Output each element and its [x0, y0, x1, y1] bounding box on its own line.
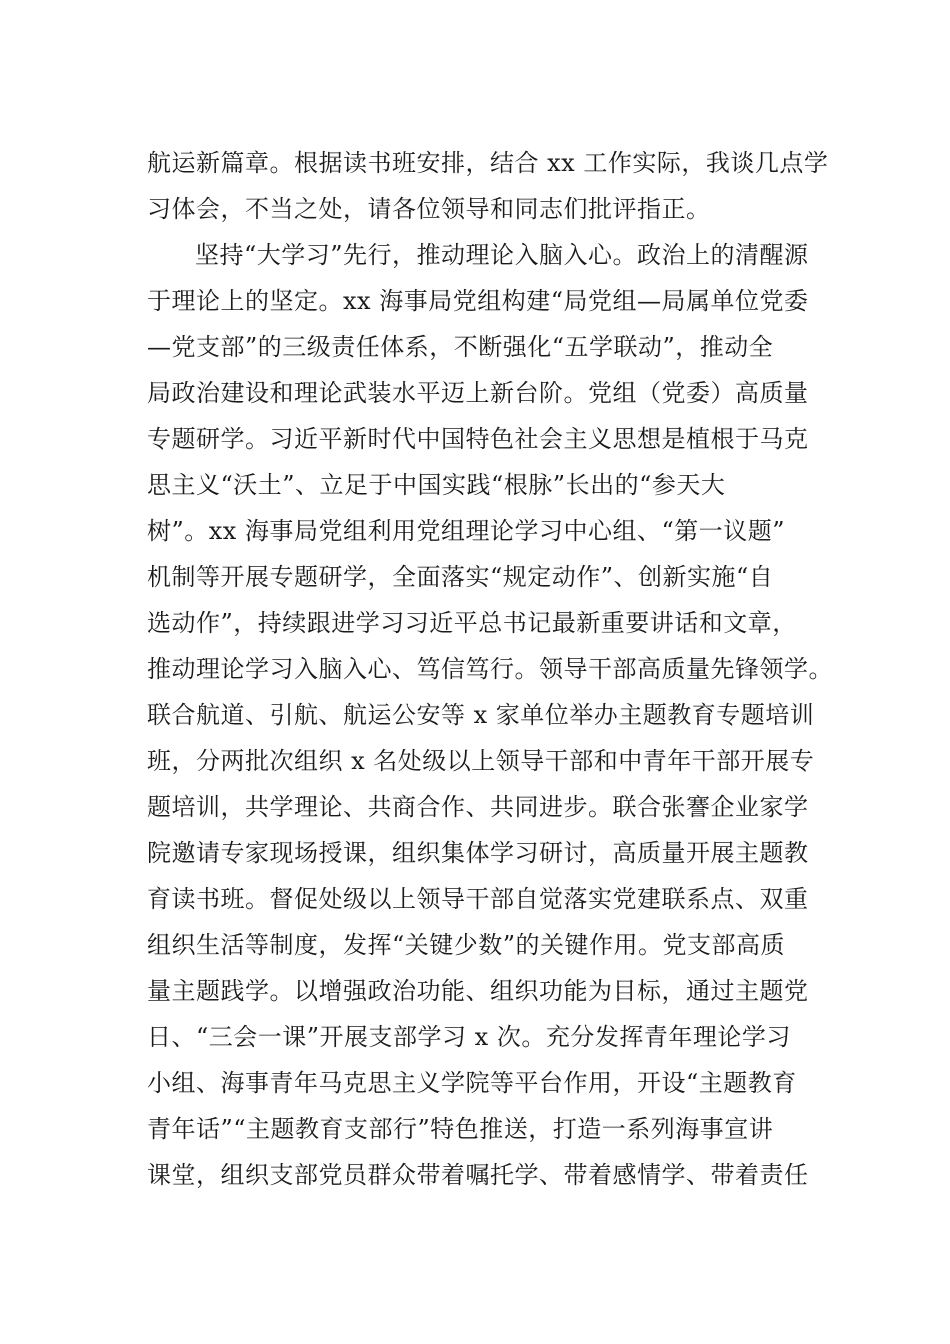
text-line: 小组、海事青年马克思主义学院等平台作用，开设“主题教育 — [147, 1069, 797, 1097]
text-line: 日、“三会一课”开展支部学习 x 次。充分发挥青年理论学习 — [147, 1023, 791, 1051]
text-line: 选动作”，持续跟进学习习近平总书记最新重要讲话和文章， — [147, 609, 797, 637]
text-line: 思主义“沃土”、立足于中国实践“根脉”长出的“参天大 — [147, 471, 726, 499]
text-line: 量主题践学。以增强政治功能、组织功能为目标，通过主题党 — [147, 977, 809, 1005]
text-line: 专题研学。习近平新时代中国特色社会主义思想是植根于马克 — [147, 425, 809, 453]
body-text — [147, 140, 833, 1198]
text-line: 组织生活等制度，发挥“关键少数”的关键作用。党支部高质 — [147, 931, 786, 959]
text-line: 青年话”“主题教育支部行”特色推送，打造一系列海事宣讲 — [147, 1115, 774, 1143]
text-line: 育读书班。督促处级以上领导干部自觉落实党建联系点、双重 — [147, 885, 809, 913]
text-line: 题培训，共学理论、共商合作、共同进步。联合张謇企业家学 — [147, 793, 809, 821]
text-line: 课堂，组织支部党员群众带着嘱托学、带着感情学、带着责任 — [147, 1161, 809, 1189]
text-line: 局政治建设和理论武装水平迈上新台阶。党组（党委）高质量 — [147, 379, 809, 407]
paragraph-first-line: 坚持“大学习”先行，推动理论入脑入心。政治上的清醒源 — [195, 241, 809, 269]
text-line: 于理论上的坚定。xx 海事局党组构建“局党组—局属单位党委 — [147, 287, 809, 315]
text-line: —党支部”的三级责任体系，不断强化“五学联动”，推动全 — [147, 333, 774, 361]
text-line: 机制等开展专题研学，全面落实“规定动作”、创新实施“自 — [147, 563, 774, 591]
text-line: 联合航道、引航、航运公安等 x 家单位举办主题教育专题培训 — [147, 701, 815, 729]
text-line: 推动理论学习入脑入心、笃信笃行。领导干部高质量先锋领学。 — [147, 655, 833, 683]
text-line: 班，分两批次组织 x 名处级以上领导干部和中青年干部开展专 — [147, 747, 815, 775]
text-line: 院邀请专家现场授课，组织集体学习研讨，高质量开展主题教 — [147, 839, 809, 867]
text-line: 航运新篇章。根据读书班安排，结合 xx 工作实际，我谈几点学 — [147, 149, 829, 177]
text-line: 树”。xx 海事局党组利用党组理论学习中心组、“第一议题” — [147, 517, 786, 545]
text-line: 习体会，不当之处，请各位领导和同志们批评指正。 — [147, 195, 711, 223]
